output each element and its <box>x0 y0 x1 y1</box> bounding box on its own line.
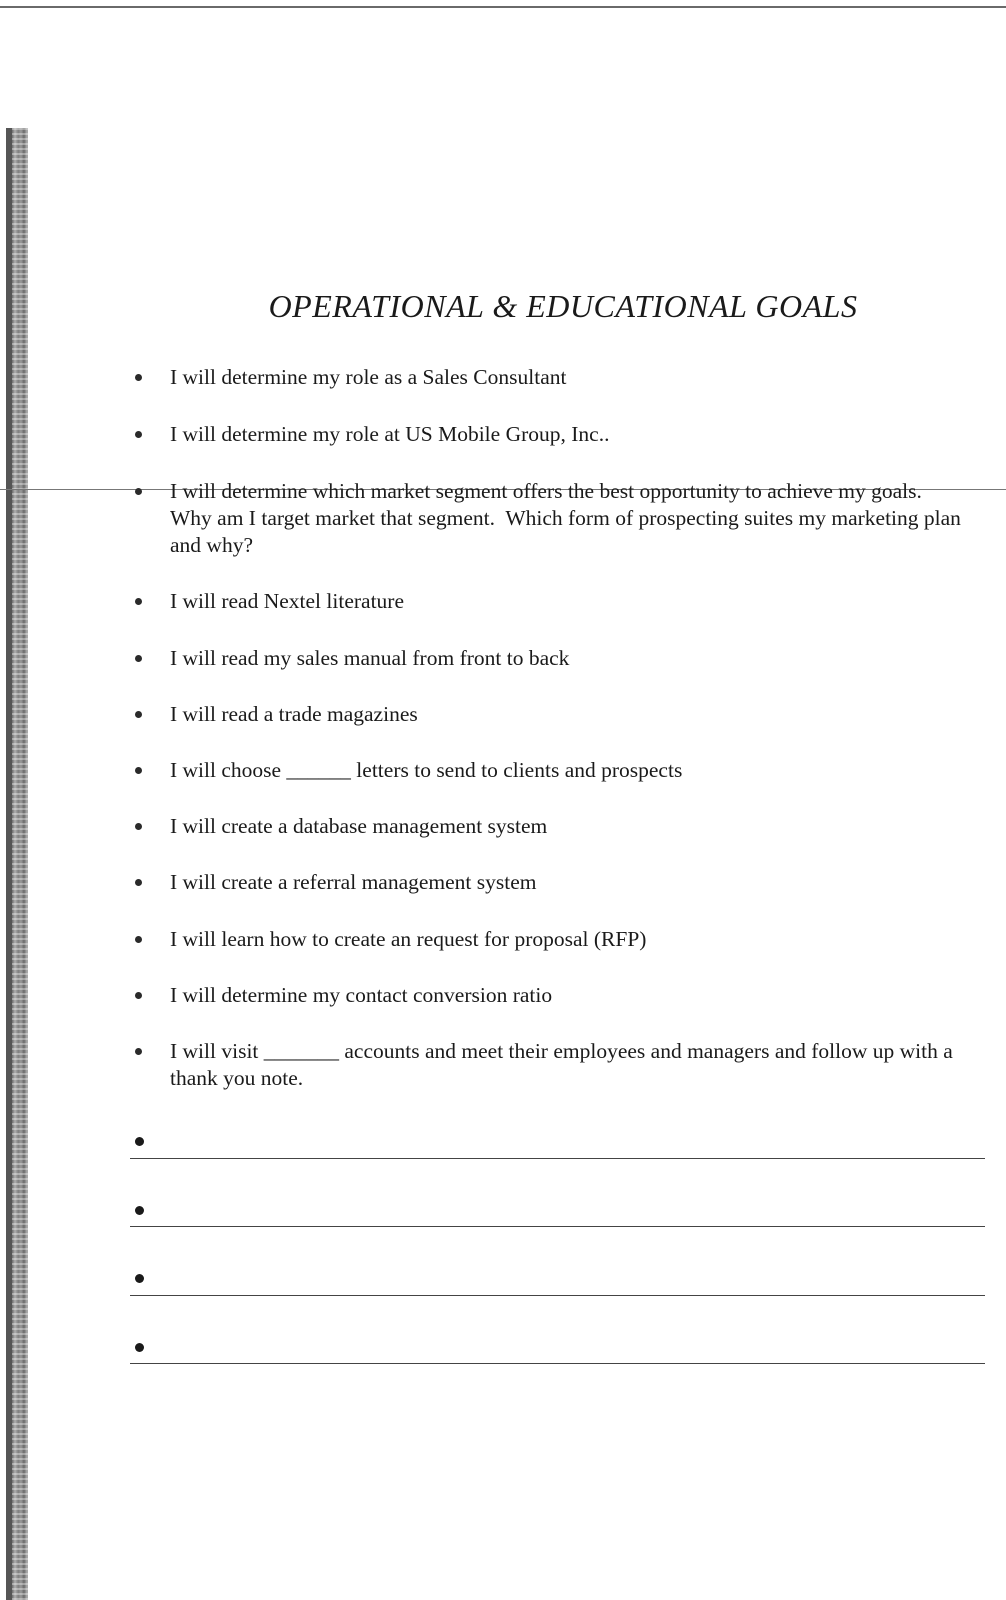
blank-bullet-icon <box>135 1343 144 1352</box>
blank-bullet-icon <box>135 1137 144 1146</box>
bullet-icon <box>135 936 142 943</box>
blank-bullet-icon <box>135 1206 144 1215</box>
blank-goal-line <box>130 1158 985 1159</box>
bullet-icon <box>135 767 142 774</box>
goal-text: I will create a referral management system <box>170 870 537 894</box>
bullet-icon <box>135 879 142 886</box>
goal-text: I will determine my role as a Sales Consultant <box>170 365 567 389</box>
goal-text: I will read Nextel literature <box>170 589 405 613</box>
bullet-icon <box>135 1048 142 1055</box>
goal-text: I will determine which market segment offers the best opportunity to achieve my goals. Why am I target market that segment. Which form of prospecting suites my marketing plan and why? <box>170 479 967 557</box>
blank-goal-line <box>130 1226 985 1227</box>
scan-top-line <box>0 6 1006 8</box>
bullet-icon <box>135 598 142 605</box>
blank-goal-line <box>130 1363 985 1364</box>
goal-text: I will learn how to create an request for proposal (RFP) <box>170 927 647 951</box>
bullet-icon <box>135 992 142 999</box>
blank-bullet-icon <box>135 1274 144 1283</box>
bullet-icon <box>135 431 142 438</box>
scan-left-edge-shadow <box>6 128 12 1600</box>
bullet-icon <box>135 655 142 662</box>
goal-text: I will determine my contact conversion ratio <box>170 983 553 1007</box>
goal-text: I will create a database management system <box>170 814 548 838</box>
scan-left-edge <box>6 128 28 1600</box>
bullet-icon <box>135 823 142 830</box>
bullet-icon <box>135 488 142 495</box>
bullet-icon <box>135 711 142 718</box>
blank-goal-line <box>130 1295 985 1296</box>
goal-text: I will determine my role at US Mobile Group, Inc.. <box>170 422 610 446</box>
goal-text: I will visit _______ accounts and meet their employees and managers and follow up with a thank you note. <box>170 1039 959 1090</box>
goal-text: I will choose ______ letters to send to clients and prospects <box>170 758 683 782</box>
goal-text: I will read a trade magazines <box>170 702 418 726</box>
goal-text: I will read my sales manual from front to back <box>170 646 570 670</box>
page-title: OPERATIONAL & EDUCATIONAL GOALS <box>268 288 858 324</box>
bullet-icon <box>135 374 142 381</box>
